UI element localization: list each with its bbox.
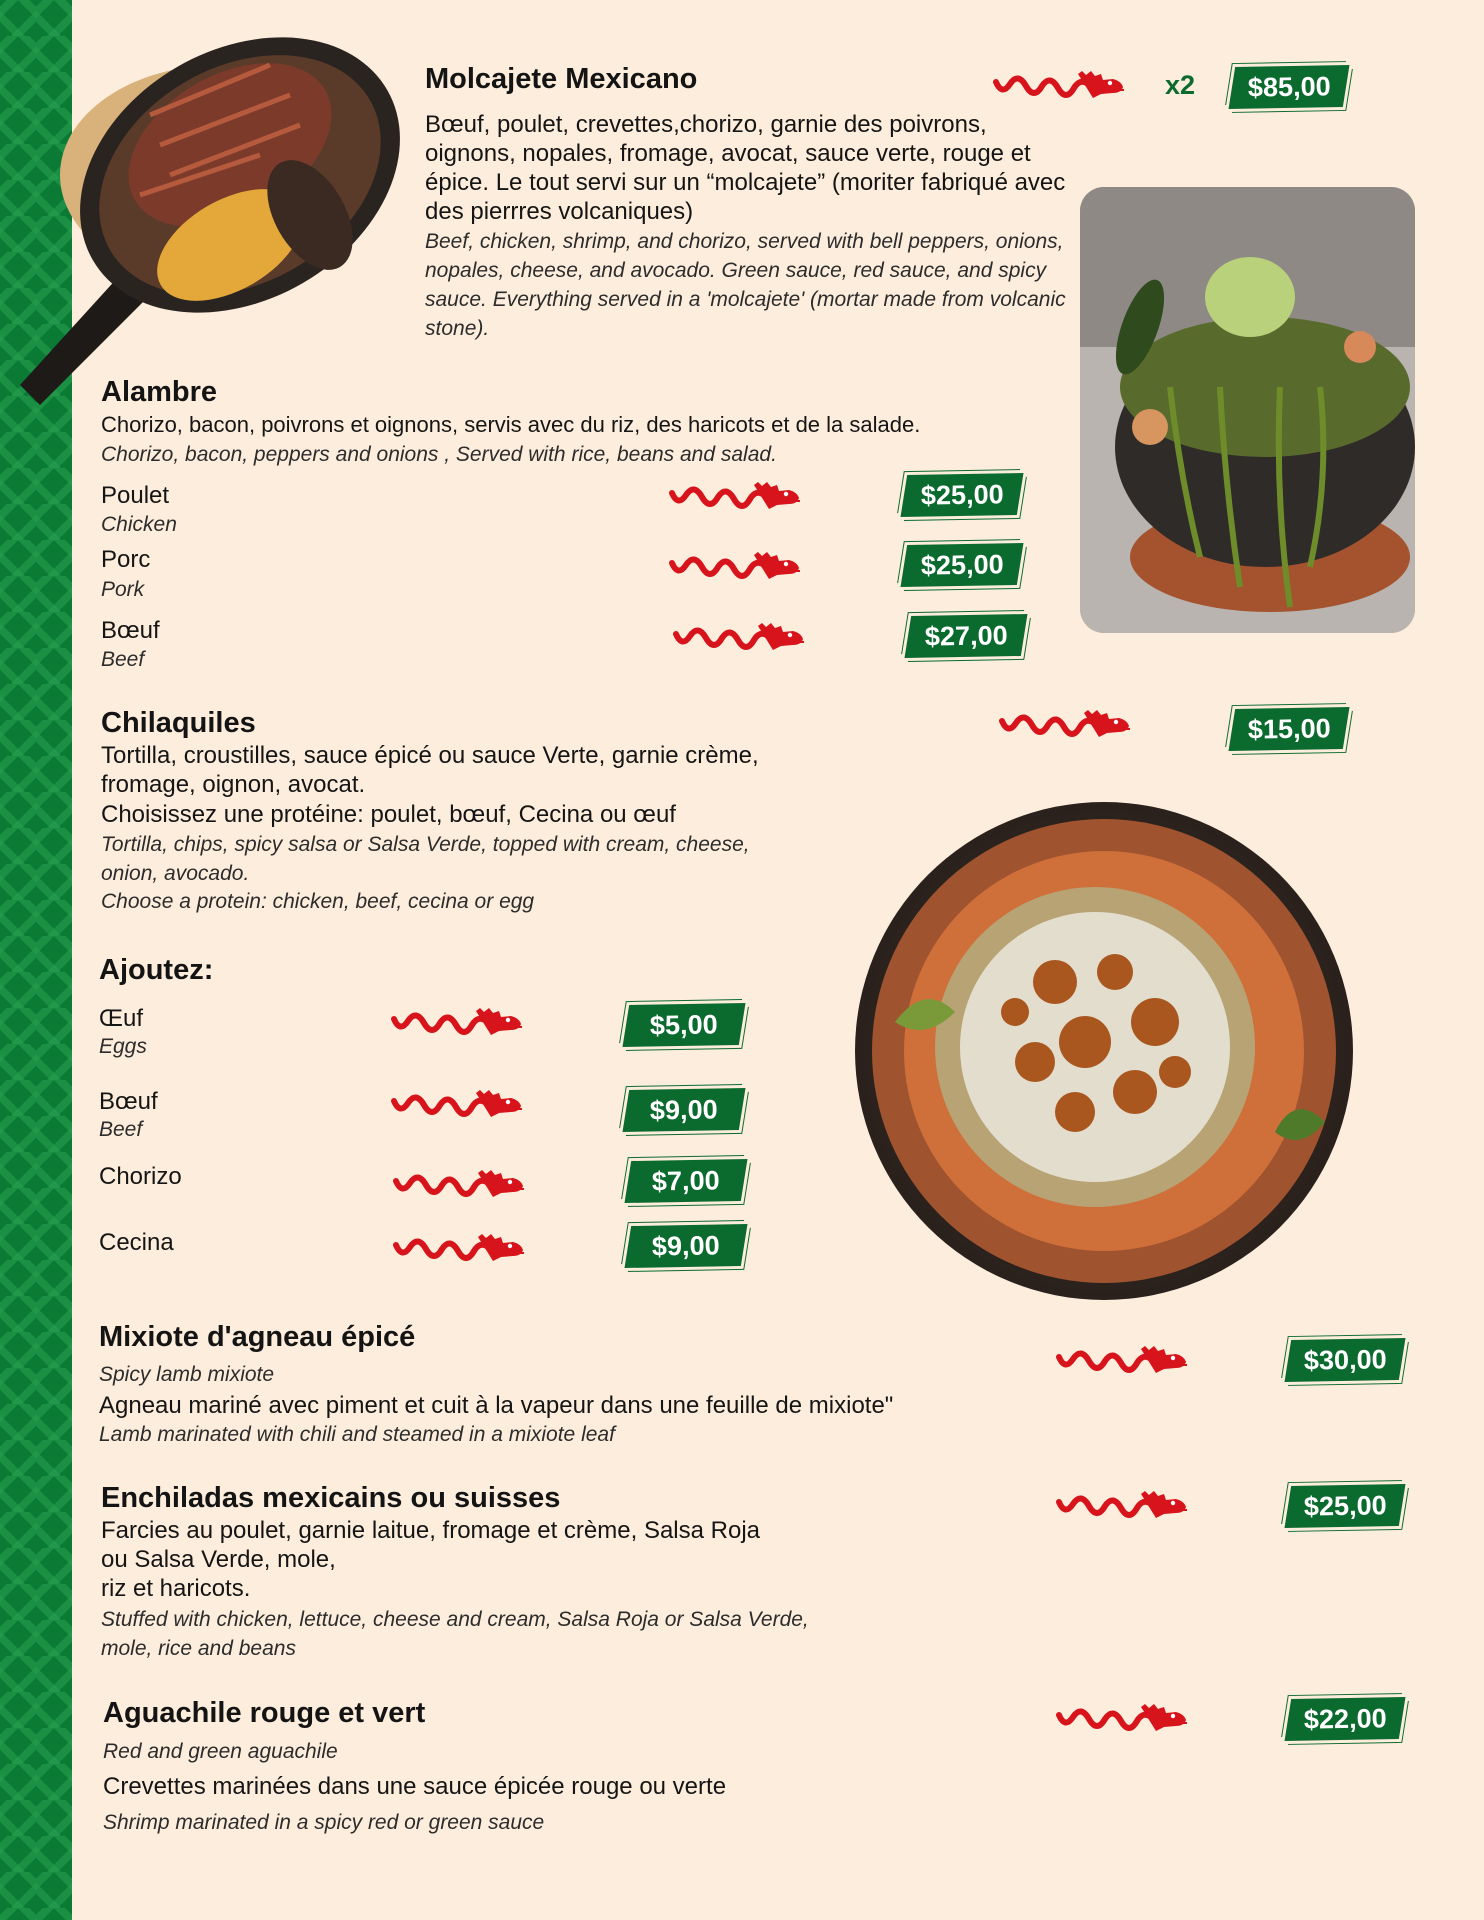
aguachile-desc-en: Shrimp marinated in a spicy red or green sauce bbox=[103, 1811, 545, 1834]
molcajete-title: Molcajete Mexicano bbox=[425, 63, 698, 95]
serpent-icon bbox=[390, 1007, 526, 1037]
addon-name: Cecina bbox=[99, 1229, 174, 1256]
alambre-price: $27,00 bbox=[904, 614, 1027, 658]
chilaquiles-protein-en: Choose a protein: chicken, beef, cecina or egg bbox=[101, 890, 535, 913]
alambre-item-name: Bœuf bbox=[101, 617, 160, 644]
addon-name: Bœuf bbox=[99, 1088, 158, 1115]
serpent-icon bbox=[392, 1233, 528, 1263]
alambre-price: $25,00 bbox=[900, 543, 1023, 587]
serpent-icon bbox=[1055, 1490, 1191, 1520]
addon-price: $5,00 bbox=[622, 1003, 745, 1047]
serpent-icon bbox=[392, 1169, 528, 1199]
serpent-icon bbox=[668, 481, 804, 511]
addon-price: $9,00 bbox=[624, 1224, 747, 1268]
enchiladas-desc-en: Stuffed with chicken, lettuce, cheese and cream, Salsa Roja or Salsa Verde, mole, rice and beans bbox=[101, 1608, 809, 1660]
serpent-icon bbox=[1055, 1345, 1191, 1375]
serpent-icon bbox=[668, 551, 804, 581]
alambre-item-name-en: Beef bbox=[101, 648, 145, 671]
mixiote-desc-fr: Agneau mariné avec piment et cuit à la vapeur dans une feuille de mixiote" bbox=[99, 1392, 894, 1419]
molcajete-desc-en: Beef, chicken, shrimp, and chorizo, served with bell peppers, onions, nopales, cheese, and avocado. Green sauce, red sauce, and spicy sauce. Everything served in a 'molcajete' (mortar made from volcanic stone). bbox=[425, 230, 1066, 340]
alambre-title: Alambre bbox=[101, 376, 218, 408]
aguachile-title: Aguachile rouge et vert bbox=[103, 1697, 426, 1729]
enchiladas-price: $25,00 bbox=[1284, 1484, 1405, 1528]
addon-price: $7,00 bbox=[624, 1159, 747, 1203]
molcajete-quantity: x2 bbox=[1165, 70, 1196, 100]
ajoutez-title: Ajoutez: bbox=[99, 954, 214, 986]
chilaquiles-desc-fr: Tortilla, croustilles, sauce épicé ou sauce Verte, garnie crème, fromage, oignon, avocat. bbox=[101, 742, 759, 798]
enchiladas-desc-fr-2: ou Salsa Verde, mole, bbox=[101, 1546, 336, 1573]
alambre-desc-en: Chorizo, bacon, peppers and onions , Served with rice, beans and salad. bbox=[101, 443, 777, 466]
enchiladas-desc-fr-1: Farcies au poulet, garnie laitue, fromage et crème, Salsa Roja bbox=[101, 1517, 761, 1544]
alambre-desc-fr: Chorizo, bacon, poivrons et oignons, servis avec du riz, des haricots et de la salade. bbox=[101, 412, 921, 437]
molcajete-price: $85,00 bbox=[1228, 65, 1349, 109]
molcajete-skillet-photo bbox=[0, 25, 420, 415]
enchiladas-title: Enchiladas mexicains ou suisses bbox=[101, 1482, 561, 1514]
serpent-icon bbox=[390, 1089, 526, 1119]
alambre-item-name-en: Pork bbox=[101, 578, 145, 601]
addon-name: Œuf bbox=[99, 1005, 144, 1032]
aguachile-desc-fr: Crevettes marinées dans une sauce épicée rouge ou verte bbox=[103, 1773, 727, 1800]
alambre-item-name: Poulet bbox=[101, 482, 170, 509]
serpent-icon bbox=[1055, 1703, 1191, 1733]
addon-name-en: Beef bbox=[99, 1118, 143, 1141]
chilaquiles-protein-fr: Choisissez une protéine: poulet, bœuf, Cecina ou œuf bbox=[101, 801, 676, 828]
aguachile-subtitle-en: Red and green aguachile bbox=[103, 1740, 338, 1763]
chilaquiles-title: Chilaquiles bbox=[101, 707, 256, 739]
aguachile-price: $22,00 bbox=[1284, 1697, 1405, 1741]
serpent-icon bbox=[998, 709, 1134, 739]
alambre-item-name: Porc bbox=[101, 546, 151, 573]
mixiote-price: $30,00 bbox=[1284, 1338, 1405, 1382]
chilaquiles-price: $15,00 bbox=[1228, 707, 1349, 751]
chilaquiles-desc-en: Tortilla, chips, spicy salsa or Salsa Verde, topped with cream, cheese, onion, avocado. bbox=[101, 833, 750, 885]
alambre-price: $25,00 bbox=[900, 473, 1023, 517]
molcajete-bowl-photo bbox=[1080, 187, 1415, 633]
mixiote-title: Mixiote d'agneau épicé bbox=[99, 1321, 416, 1353]
molcajete-desc-fr: Bœuf, poulet, crevettes,chorizo, garnie des poivrons, oignons, nopales, fromage, avocat, sauce verte, rouge et épice. Le tout servi sur un “molcajete” (moriter fabriqué avec des pierrres volcaniques) bbox=[425, 111, 1066, 225]
addon-name-en: Eggs bbox=[99, 1035, 147, 1058]
mixiote-desc-en: Lamb marinated with chili and steamed in a mixiote leaf bbox=[99, 1423, 615, 1446]
addon-name: Chorizo bbox=[99, 1163, 182, 1190]
serpent-icon bbox=[992, 70, 1128, 100]
enchiladas-desc-fr-3: riz et haricots. bbox=[101, 1575, 251, 1602]
chilaquiles-plate-photo bbox=[855, 802, 1353, 1300]
addon-price: $9,00 bbox=[622, 1088, 745, 1132]
serpent-icon bbox=[672, 622, 808, 652]
alambre-item-name-en: Chicken bbox=[101, 513, 177, 536]
mixiote-subtitle-en: Spicy lamb mixiote bbox=[99, 1363, 275, 1386]
